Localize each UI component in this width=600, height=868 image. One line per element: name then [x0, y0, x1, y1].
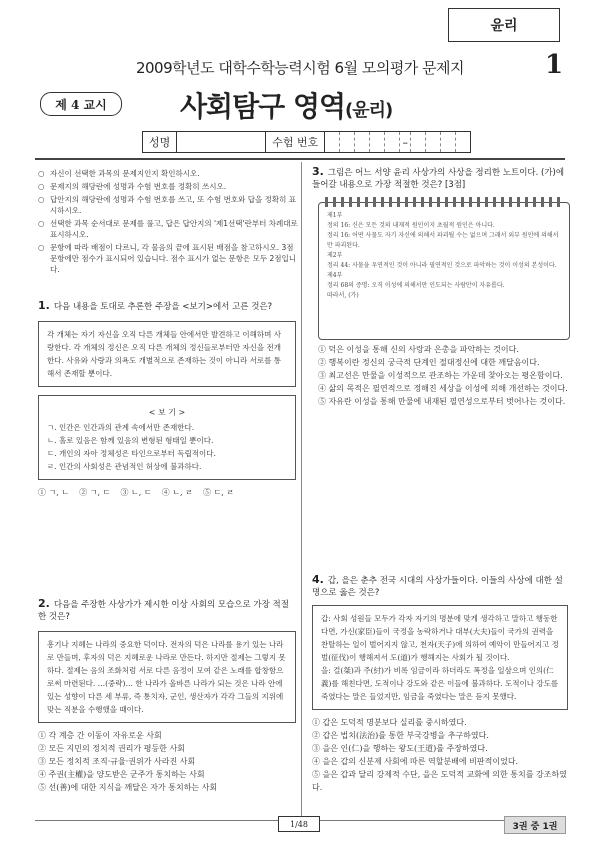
- question-2: [38, 598, 296, 794]
- main-title-text: 사회탐구 영역: [180, 90, 346, 123]
- note-line: 제2부: [327, 252, 343, 259]
- passage-gap: 갑: 사회 성원들 모두가 각자 자기의 명분에 맞게 생각하고 말하고 행동한다면, 가신(家臣)들이 국정을 농락하거나 대부(大夫)들이 국가의 권력을 찬탈하는 일이 벌어지지 않고, 천자(天子)에 의하여 예악이 만들어지고 정벌(征伐)이 행해져서 도(道)가 행해지는 사회가 될 것이다.: [321, 614, 559, 662]
- question-4-options: [312, 716, 568, 794]
- note-line: 제1부: [327, 212, 343, 219]
- notice-item: ○ 문제지의 해당란에 성명과 수험 번호를 정확히 쓰시오.: [38, 181, 300, 192]
- passage-eul: 을: 걸(桀)과 주(紂)가 비록 임금이라 하더라도 폭정을 일삼으며 인의(仁義)를 해친다면, 도적이나 강도와 같은 이들에 불과하다. 도적이나 강도를 죽였다는 말은 들었지만, 임금을 죽였다는 말은 듣지 못했다.: [321, 666, 559, 701]
- notice-item: ○ 자신이 선택한 과목의 문제지인지 확인하시오.: [38, 168, 300, 179]
- note-line: 따라서, (가): [327, 292, 359, 299]
- option-item[interactable]: ① 갑은 도덕적 명분보다 실리를 중시하였다.: [312, 718, 467, 727]
- note-line: 정리 44: 사물을 우연적인 것이 아니라 필연적인 것으로 파악하는 것이 이성의 본성이다.: [327, 262, 557, 269]
- note-line: 정리 68의 증명: 오직 이성에 의해서만 인도되는 사람만이 자유롭다.: [327, 282, 505, 289]
- option-item[interactable]: ③ 모든 정치적 조직·규율·권위가 사라진 사회: [38, 757, 196, 766]
- option-item[interactable]: ③ 최고선은 만물을 이성적으로 관조하는 가운데 찾아오는 평온함이다.: [318, 371, 563, 380]
- option-item[interactable]: ② 행복이란 정신의 궁극적 단계인 절대정신에 대한 깨달음이다.: [318, 358, 540, 367]
- notice-item: ○ 문항에 따라 배점이 다르니, 각 물음의 끝에 표시된 배점을 참고하시오. 3점 문항에만 점수가 표시되어 있습니다. 점수 표시가 없는 문항은 모두 2점입니다.: [38, 242, 300, 275]
- main-title: [180, 85, 392, 125]
- option-item[interactable]: ④ 을은 갑의 신분제 사회에 따른 역할분배에 비판적이었다.: [312, 757, 519, 766]
- name-label: 성명: [142, 131, 177, 153]
- option-item[interactable]: ⑤ 자유란 이성을 통해 만물에 내재된 필연성으로부터 벗어나는 것이다.: [318, 397, 566, 406]
- note-line: 정의 16: 신은 모든 것의 내재적 원인이지 초월적 원인은 아니다.: [327, 222, 495, 229]
- question-3-options: [318, 343, 568, 408]
- subject-tab: [448, 8, 560, 42]
- footer-page: 1 / 48: [278, 816, 320, 832]
- notice-item: ○ 선택한 과목 순서대로 문제를 풀고, 답은 답안지의 '제1선택'란부터 차례대로 표시하시오.: [38, 218, 300, 240]
- id-label: 수험 번호: [266, 131, 325, 153]
- page-number: 1: [545, 50, 564, 80]
- note-line: 제4부: [327, 272, 343, 279]
- main-title-sub: (윤리): [345, 100, 393, 121]
- question-4-passage: [312, 605, 568, 710]
- option-item[interactable]: ② 모든 지민의 정치적 권리가 평등한 사회: [38, 744, 185, 753]
- footer-page-current: 1: [290, 819, 296, 829]
- question-4: [312, 574, 568, 794]
- option-item[interactable]: ① 덕은 이성을 통해 신의 사랑과 은총을 파악하는 것이다.: [318, 345, 519, 354]
- header-rule: [35, 158, 565, 160]
- bogi-item: ㄴ. 홀로 있음은 함께 있음의 변형된 형태일 뿐이다.: [47, 436, 214, 445]
- subject-label: 윤리: [490, 18, 518, 34]
- option-item[interactable]: ③ 을은 인(仁)을 행하는 왕도(王道)를 주장하였다.: [312, 744, 488, 753]
- option-item[interactable]: ⑤ 을은 갑과 달리 강제적 수단, 을은 도덕적 교화에 의한 통치를 강조하였다.: [312, 770, 567, 792]
- question-2-options: [38, 729, 296, 794]
- question-3: [312, 166, 568, 191]
- option-item[interactable]: ② 갑은 법치(法治)를 통한 부국강병을 추구하였다.: [312, 731, 489, 740]
- question-1-bogi: [38, 395, 296, 480]
- notices: [38, 168, 300, 277]
- exam-title: 2009학년도 대학수학능력시험 6월 모의평가 문제지: [135, 59, 465, 77]
- question-1: [38, 300, 296, 499]
- info-bar: [142, 131, 471, 153]
- question-3-stem: 3. 그림은 어느 서양 윤리 사상가의 사상을 정리한 노트이다. (가)에 들어갈 내용으로 가장 적절한 것은? [3점]: [312, 165, 565, 190]
- column-divider: [301, 162, 302, 817]
- spiral-binding: [325, 197, 561, 207]
- question-1-passage: 각 개체는 자기 자신을 오직 다른 개체들 안에서만 발견하고 이해하며 사랑한다. 각 개체의 정신은 오직 다른 개체의 정신들로부터만 자신을 전개한다. 사유와 사랑과 의욕도 개별적으로 존재하는 것이 아니라 서로를 통해서 존재할 뿐이다.: [38, 321, 296, 387]
- question-2-passage: 흥기나 지혜는 나라의 중요한 덕이다. 전자의 덕은 나라를 용기 있는 나라로 만들며, 후자의 덕은 지혜로운 나라로 만든다. 하지만 절제는 그렇지 못하다. 절제는 음의 조화처럼 서로 다른 음정이 모여 같은 노래를 합창함으로써 마련된다. …(중략)… 한 나라가 올바른 나라가 되는 것은 나라 안에 있는 성향이 다른 세 부류, 즉 통치자, 군인, 생산자가 각각 그들의 지위에 맞는 직분을 수행했을 때이다.: [38, 631, 296, 723]
- note-line: 정리 16: 어떤 사물도 자기 자신에 의해서 파괴될 수는 없으며 그래서 외부 원인에 의해서만 파괴된다.: [327, 232, 559, 249]
- option-item[interactable]: ④ 삶의 목적은 필연적으로 정해진 세상을 이성에 의해 개선하는 것이다.: [318, 384, 568, 393]
- note-illustration: [318, 202, 570, 340]
- name-field: [177, 131, 266, 153]
- option-item[interactable]: ⑤ 선(善)에 대한 지식을 깨달은 자가 통치하는 사회: [38, 783, 218, 792]
- bogi-title: < 보 기 >: [148, 408, 186, 417]
- note-content: [327, 211, 561, 335]
- option-item[interactable]: ① 각 계층 간 이동이 자유로운 사회: [38, 731, 162, 740]
- option-item[interactable]: ④ 주권(主權)을 양도받은 군주가 통치하는 사회: [38, 770, 205, 779]
- period-badge: 제 4 교시: [40, 92, 122, 116]
- notice-item: ○ 답안지의 해당란에 성명과 수험 번호를 쓰고, 또 수험 번호와 답을 정확히 표시하시오.: [38, 194, 300, 216]
- id-field: –: [325, 131, 471, 153]
- question-2-stem: 2. 다음을 주장한 사상가가 제시한 이상 사회의 모습으로 가장 적절한 것은?: [38, 597, 289, 622]
- question-4-stem: 4. 갑, 을은 춘추 전국 시대의 사상가들이다. 이들의 사상에 대한 설명으로 옳은 것은?: [312, 573, 563, 598]
- footer-page-total: 48: [297, 819, 308, 829]
- question-1-stem: 1. 다음 내용을 토대로 추론한 주장을 <보기>에서 고른 것은?: [38, 299, 273, 312]
- bogi-item: ㄷ. 개인의 자아 정체성은 타인으로부터 독립적이다.: [47, 449, 216, 458]
- question-1-options[interactable]: ① ㄱ, ㄴ ② ㄱ, ㄷ ③ ㄴ, ㄷ ④ ㄴ, ㄹ ⑤ ㄷ, ㄹ: [38, 488, 235, 497]
- bogi-item: ㄱ. 인간은 인간과의 관계 속에서만 존재한다.: [47, 423, 195, 432]
- volume-badge: 3권 중 1권: [504, 816, 566, 834]
- bogi-item: ㄹ. 인간의 사회성은 관념적인 허상에 불과하다.: [47, 462, 202, 471]
